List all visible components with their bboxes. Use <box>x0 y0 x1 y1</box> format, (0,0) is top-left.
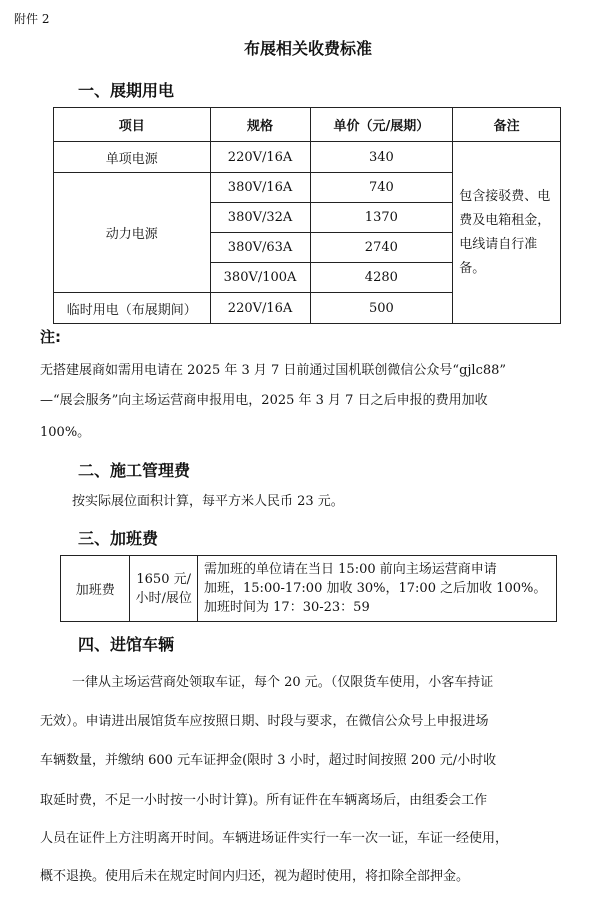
document-title: 布展相关收费标准 <box>243 39 372 58</box>
vehicle-text-line: 无效）。申请进出展馆货车应按照日期、时段与要求，在微信公众号上申报进场 <box>40 714 489 729</box>
price-cell: 740 <box>310 173 453 203</box>
overtime-fee-table <box>60 555 557 622</box>
vehicle-text-line: 取延时费，不足一小时按一小时计算)。所有证件在车辆离场后，由组委会工作 <box>40 793 488 808</box>
spec-cell: 380V/100A <box>210 263 310 293</box>
price-cell: 340 <box>310 142 453 173</box>
header-spec: 规格 <box>210 108 310 142</box>
section3-heading: 三、加班费 <box>78 529 159 548</box>
item-power-supply: 动力电源 <box>54 173 211 293</box>
vehicle-text-line: 人员在证件上方注明离开时间。车辆进场证件实行一车一次一证，车证一经使用， <box>40 831 509 846</box>
remark-cell: 包含接驳费、电费及电箱租金，电线请自行准备。 <box>453 142 561 324</box>
section1-heading: 一、展期用电 <box>78 81 175 100</box>
description-line: 加班，15:00-17:00 加收 30%，17:00 之后加收 100%。 <box>204 581 547 596</box>
table-row <box>61 556 557 622</box>
item-single-power: 单项电源 <box>54 142 211 173</box>
vehicle-text-line: 概不退换。使用后未在规定时间内归还，视为超时使用，将扣除全部押金。 <box>40 869 470 884</box>
overtime-description <box>198 556 557 622</box>
table-header-row <box>54 108 561 142</box>
price-cell: 500 <box>310 293 453 324</box>
management-fee-text: 按实际展位面积计算，每平方米人民币 23 元。 <box>72 494 344 509</box>
spec-cell: 380V/32A <box>210 203 310 233</box>
price-cell: 4280 <box>310 263 453 293</box>
note-line: —“展会服务”向主场运营商申报用电，2025 年 3 月 7 日之后申报的费用加收 <box>40 393 488 408</box>
spec-cell: 380V/63A <box>210 233 310 263</box>
note-line: 无搭建展商如需用电请在 2025 年 3 月 7 日前通过国机联创微信公众号“gjlc88” <box>40 363 507 378</box>
table-row <box>54 142 561 173</box>
description-line: 需加班的单位请在当日 15:00 前向主场运营商申请 <box>204 562 497 577</box>
header-item: 项目 <box>54 108 211 142</box>
spec-cell: 380V/16A <box>210 173 310 203</box>
spec-cell: 220V/16A <box>210 142 310 173</box>
overtime-label: 加班费 <box>61 556 130 622</box>
vehicle-text-line: 车辆数量，并缴纳 600 元车证押金(限时 3 小时，超过时间按照 200 元/小时收 <box>40 753 497 768</box>
section4-heading: 四、进馆车辆 <box>78 635 175 654</box>
overtime-rate: 1650 元/小时/展位 <box>130 556 198 622</box>
attachment-label: 附件 2 <box>14 12 50 26</box>
price-cell: 2740 <box>310 233 453 263</box>
vehicle-text-line: 一律从主场运营商处领取车证，每个 20 元。（仅限货车使用，小客车持证 <box>72 675 494 690</box>
description-line: 加班时间为 17：30-23：59 <box>204 600 370 615</box>
item-temporary-power: 临时用电（布展期间） <box>54 293 211 324</box>
spec-cell: 220V/16A <box>210 293 310 324</box>
notes-label: 注: <box>40 328 61 346</box>
section2-heading: 二、施工管理费 <box>78 461 191 480</box>
price-cell: 1370 <box>310 203 453 233</box>
note-line: 100%。 <box>40 425 91 440</box>
header-remark: 备注 <box>453 108 561 142</box>
header-price: 单价（元/展期） <box>310 108 453 142</box>
electricity-fee-table <box>53 107 561 324</box>
